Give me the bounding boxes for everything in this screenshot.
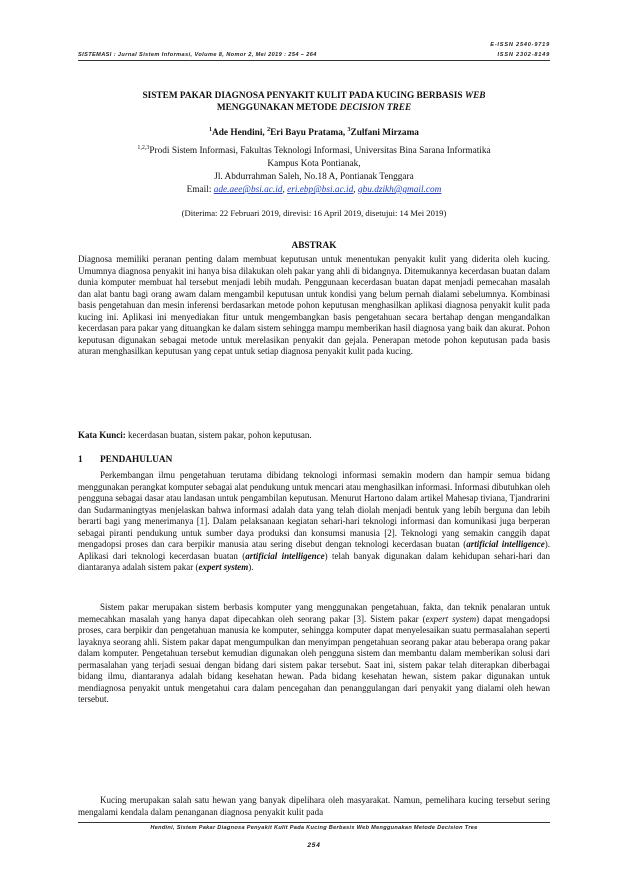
p1-text-d: ).	[248, 562, 254, 572]
author-1: Ade Hendini,	[212, 128, 268, 139]
affiliation-sup: 1,2,3	[137, 145, 150, 151]
footer-rule	[78, 822, 550, 823]
keywords-label: Kata Kunci:	[78, 430, 126, 440]
section-number: 1	[78, 455, 83, 465]
email-link-1[interactable]: ade.aee@bsi.ac.id	[213, 185, 283, 196]
p1-text-a: Perkembangan ilmu pengetahuan terutama dibidang teknologi informasi semakin modern dan hampir semua bidang menggunakan perangkat komputer sebagai alat pendukung untuk mencari atau menghasilkan informasi. Informasi dibutuhkan oleh pengguna sebagai dasar atau landasan untuk pengambilan keputusan. Menurut Hartono dalam artikel Mahesap tiviana, Tjandrarini dan Sudarmaningtyas menjelaskan bahwa informasi adalah data yang telah diolah menjadi bentuk yang lebih berguna dan lebih berarti bagi yang menerimanya [1]. Dalam pelaksanaan kegiatan sehari-hari teknologi informasi dan komunikasi juga berperan sebagai piranti pendukung untuk sumber daya produksi dan konsumsi manusia [2]. Teknologi yang semakin canggih dapat mengadopsi proses dan cara berpikir manusia atau sering disebut dengan teknologi kecerdasan buatan (	[78, 470, 550, 549]
author-2-sup: 2	[267, 127, 271, 133]
p1-text-b: ). Aplikasi dari teknologi kecerdasan buatan (	[78, 539, 550, 561]
keywords-text: kecerdasan buatan, sistem pakar, pohon keputusan.	[125, 430, 312, 440]
abstract-heading: ABSTRAK	[291, 241, 337, 251]
affiliation-line1: Prodi Sistem Informasi, Fakultas Teknologi Informasi, Universitas Bina Sarana Informatika	[149, 146, 491, 157]
p1-text-c: ) telah banyak digunakan dalam kehidupan sehari-hari dan diantaranya adalah sistem pakar (	[78, 550, 551, 572]
section-title: PENDAHULUAN	[100, 455, 173, 465]
p2-term-es: expert system	[425, 613, 477, 624]
title-line1-italic: WEB	[464, 91, 486, 101]
keywords	[78, 430, 550, 442]
author-list	[78, 127, 550, 138]
p1-term-es: expert system	[198, 562, 249, 572]
p2-text-a: Sistem pakar merupakan sistem berbasis komputer yang menggunakan pengetahuan, fakta, dan teknik penalaran untuk memecahkan masalah yang hanya dapat dipecahkan oleh seorang pakar [3]. Sistem pakar (	[78, 602, 550, 624]
email-link-3[interactable]: gbu.dzikh@gmail.com	[357, 185, 442, 196]
issn-label: ISSN 2302-8149	[497, 52, 550, 58]
author-2: Eri Bayu Pratama,	[270, 128, 348, 139]
p1-term-ai-2: artificial intelligence	[245, 550, 325, 561]
p2-text-b: ) dapat mengadopsi proses, cara berpikir dan pengetahuan manusia ke komputer, sehingga komputer dapat menyelesaikan suatu permasalahan seperti layaknya seorang ahli. Sistem pakar dapat mengumpulkan dan menyimpan pengetahuan seorang pakar atau beberapa orang pakar dalam komputer. Pengetahuan tersebut kemudian digunakan oleh pengguna sistem dan membantu dalam memberikan solusi dari permasalahan yang terjadi sesuai dengan bidang dari sistem pakar tersebut. Saat ini, sistem pakar telah diterapkan diberbagai bidang ilmu, diantaranya adalah bidang kesehatan hewan. Pada bidang kesehatan hewan, sistem pakar digunakan untuk mendiagnosa penyakit untuk mengetahui cara dalam pencegahan dan penanggulangan dari penyakit yang dialami oleh hewan tersebut.	[78, 613, 550, 704]
journal-header: SISTEMASI : Jurnal Sistem Informasi, Volume 8, Nomor 2, Mei 2019 : 254 – 264	[78, 52, 317, 58]
title-line2-italic: DECISION TREE	[339, 102, 412, 113]
abstract-text: Diagnosa memiliki peranan penting dalam membuat keputusan untuk menentukan penyakit kulit yang diderita oleh kucing. Umumnya diagnosa penyakit ini hanya bisa dilakukan oleh pakar yang ahli di bidangnya. Ditemukannya kecerdasan buatan dalam dunia komputer membuat hal tersebut menjadi lebih mudah. Penggunaan kecerdasan buatan dapat menjadi pemecahan masalah dan alat bantu bagi orang awam dalam mengambil keputusan untuk kondisi yang belum pernah dialami sebelumnya. Kombinasi basis pengetahuan dan mesin inferensi berdasarkan metode pohon keputusan menghasilkan aplikasi diagnosa penyakit kulit pada kucing ini. Aplikasi ini menyediakan fitur untuk mengembangkan basis pengetahuan secara bertahap dengan mengandalkan kecerdasan para pakar yang dituangkan ke dalam sistem sehingga mampu memberikan hasil diagnosa yang baik dan akurat. Pohon keputusan digunakan sebagai metode untuk merelasikan penyakit dan gejala. Penerapan metode pohon keputusan pada basis aturan menghasilkan keputusan yang cepat untuk setiap diagnosa penyakit kulit pada kucing.	[78, 254, 550, 356]
paper-title	[78, 91, 550, 114]
title-line2: MENGGUNAKAN METODE	[216, 102, 338, 113]
section-heading	[78, 455, 172, 465]
title-line1: SISTEM PAKAR DIAGNOSA PENYAKIT KULIT PADA KUCING BERBASIS	[142, 91, 463, 101]
body-paragraph-1	[78, 470, 550, 574]
email-link-2[interactable]: eri.ebp@bsi.ac.id	[287, 185, 354, 196]
author-3: Zulfani Mirzama	[350, 128, 419, 139]
p1-term-ai-1: artificial intelligence	[466, 539, 545, 549]
author-1-sup: 1	[209, 127, 213, 133]
header-rule	[78, 60, 550, 61]
author-3-sup: 3	[347, 127, 351, 133]
page-number: 254	[307, 842, 321, 849]
email-label: Email:	[186, 185, 214, 196]
eissn-label: E-ISSN 2540-9719	[490, 42, 550, 48]
submission-dates: (Diterima: 22 Februari 2019, direvisi: 16 April 2019, disetujui: 14 Mei 2019)	[181, 208, 447, 218]
affiliation-line3: Jl. Abdurrahman Saleh, No.18 A, Pontianak Tenggara	[214, 172, 414, 183]
email-sep-1: ,	[282, 185, 288, 196]
email-sep-2: ,	[353, 185, 358, 196]
affiliation-line2: Kampus Kota Pontianak,	[267, 159, 361, 170]
body-paragraph-3: Kucing merupakan salah satu hewan yang banyak dipelihara oleh masyarakat. Namun, pemelihara kucing tersebut sering mengalami kendala dalam penanganan diagnosa penyakit kulit pada	[78, 795, 550, 817]
footer-citation: Hendini, Sistem Pakar Diagnosa Penyakit Kulit Pada Kucing Berbasis Web Menggunakan Metode Decision Tree	[150, 825, 478, 831]
affiliation-block	[78, 142, 550, 197]
body-paragraph-2	[78, 602, 550, 706]
